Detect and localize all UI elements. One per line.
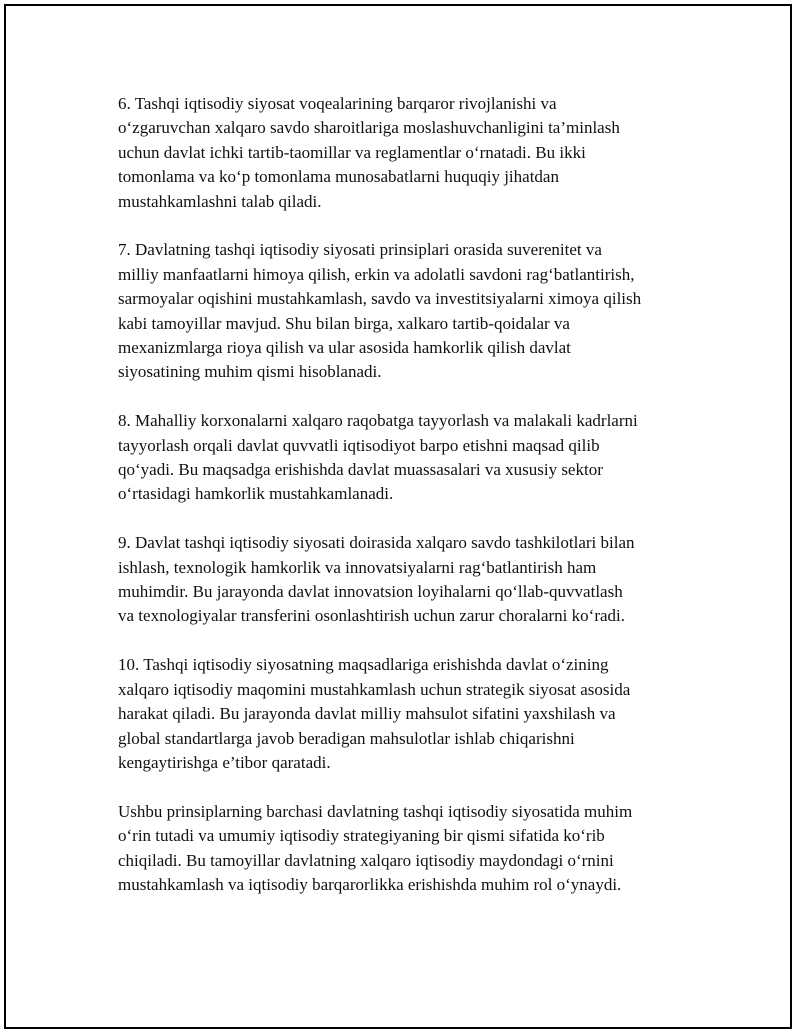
text-line: 8. Mahalliy korxonalarni xalqaro raqobatga tayyorlash va malakali kadrlarni: [118, 411, 638, 431]
text-line: qo‘yadi. Bu maqsadga erishishda davlat muassasalari va xususiy sektor: [118, 460, 603, 480]
text-line: mustahkamlashni talab qiladi.: [118, 191, 322, 211]
text-line: mexanizmlarga rioya qilish va ular asosida hamkorlik qilish davlat: [118, 338, 571, 358]
text-line: tayyorlash orqali davlat quvvatli iqtisodiyot barpo etishni maqsad qilib: [118, 435, 600, 455]
text-line: 9. Davlat tashqi iqtisodiy siyosati doirasida xalqaro savdo tashkilotlari bilan: [118, 533, 635, 553]
text-line: o‘rin tutadi va umumiy iqtisodiy strategiyaning bir qismi sifatida ko‘rib: [118, 826, 605, 846]
paragraph-10: [118, 653, 698, 775]
text-line: 10. Tashqi iqtisodiy siyosatning maqsadlariga erishishda davlat o‘zining: [118, 655, 609, 675]
text-line: 6. Tashqi iqtisodiy siyosat voqealarining barqaror rivojlanishi va: [118, 94, 557, 113]
text-line: sarmoyalar oqishini mustahkamlash, savdo va investitsiyalarni ximoya qilish: [118, 289, 642, 309]
text-line: o‘zgaruvchan xalqaro savdo sharoitlariga moslashuvchanligini ta’minlash: [118, 118, 620, 138]
text-line: chiqiladi. Bu tamoyillar davlatning xalqaro iqtisodiy maydondagi o‘rnini: [118, 850, 614, 870]
text-line: o‘rtasidagi hamkorlik mustahkamlanadi.: [118, 484, 394, 504]
text-line: global standartlarga javob beradigan mahsulotlar ishlab chiqarishni: [118, 728, 575, 748]
text-line: uchun davlat ichki tartib-taomillar va reglamentlar o‘rnatadi. Bu ikki: [118, 142, 586, 162]
text-line: Ushbu prinsiplarning barchasi davlatning tashqi iqtisodiy siyosatida muhim: [118, 801, 633, 821]
text-line: harakat qiladi. Bu jarayonda davlat milliy mahsulot sifatini yaxshilash va: [118, 704, 616, 724]
paragraph-9: [118, 531, 698, 629]
text-line: va texnologiyalar transferini osonlashtirish uchun zarur choralarni ko‘radi.: [118, 606, 625, 626]
text-line: ishlash, texnologik hamkorlik va innovatsiyalarni rag‘batlantirish ham: [118, 557, 597, 577]
text-line: tomonlama va ko‘p tomonlama munosabatlarni huquqiy jihatdan: [118, 167, 559, 187]
text-line: muhimdir. Bu jarayonda davlat innovatsion loyihalarni qo‘llab-quvvatlash: [118, 582, 623, 602]
text-line: 7. Davlatning tashqi iqtisodiy siyosati prinsiplari orasida suverenitet va: [118, 240, 602, 260]
text-line: milliy manfaatlarni himoya qilish, erkin va adolatli savdoni rag‘batlantirish,: [118, 264, 635, 284]
paragraph-conclusion: [118, 800, 698, 898]
text-line: kengaytirishga e’tibor qaratadi.: [118, 752, 331, 772]
paragraph-6: [118, 92, 698, 214]
text-line: kabi tamoyillar mavjud. Shu bilan birga, xalkaro tartib-qoidalar va: [118, 313, 570, 333]
text-line: siyosatining muhim qismi hisoblanadi.: [118, 362, 382, 382]
text-line: xalqaro iqtisodiy maqomini mustahkamlash uchun strategik siyosat asosida: [118, 679, 631, 699]
document-body: [118, 92, 698, 922]
text-line: mustahkamlash va iqtisodiy barqarorlikka erishishda muhim rol o‘ynaydi.: [118, 874, 622, 894]
paragraph-7: [118, 238, 698, 384]
paragraph-8: [118, 409, 698, 507]
